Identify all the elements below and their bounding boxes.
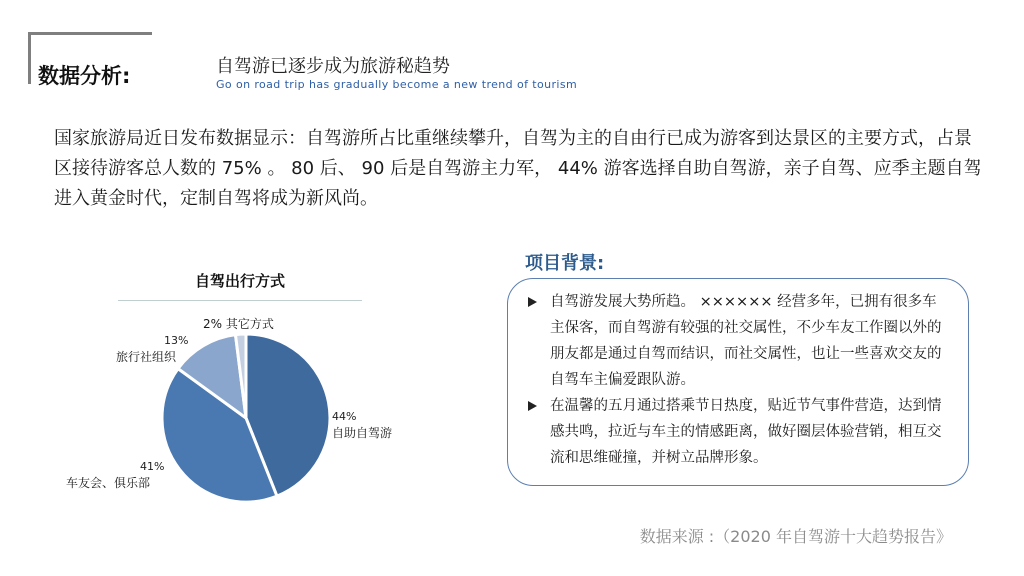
slice-label-self-drive: [332, 408, 392, 442]
background-box: [507, 278, 969, 486]
slice-percent-travel-agency: 13%: [164, 334, 189, 347]
slice-name-self-drive: 自助自驾游: [332, 426, 393, 440]
background-item-text: 在温馨的五月通过搭乘节日热度，贴近节气事件营造，达到情感共鸣，拉近与车主的情感距离，做好圈层体验营销，相互交流和思维碰撞，并树立品牌形象。: [550, 398, 942, 466]
slice-percent-other: 2%: [203, 317, 223, 331]
bullet-arrow-icon: [528, 401, 537, 411]
bullet-arrow-icon: [528, 297, 537, 307]
slice-label-car-club: [66, 458, 164, 492]
background-heading: 项目背景:: [525, 253, 605, 274]
slice-percent-car-club: 41%: [140, 460, 165, 473]
headline-english: Go on road trip has gradually become a new trend of tourism: [216, 78, 578, 91]
data-source-note: 数据来源 :（2020 年自驾游十大趋势报告》: [639, 527, 952, 546]
slice-percent-self-drive: 44%: [332, 410, 357, 423]
chart-title: 自驾出行方式: [194, 272, 285, 290]
intro-paragraph: 国家旅游局近日发布数据显示：自驾游所占比重继续攀升，自驾为主的自由行已成为游客到达景区的主要方式，占景区接待游客总人数的 75% 。 80 后、 90 后是自驾游主力军， 44% 游客选择自助自驾游，亲子自驾、应季主题自驾进入黄金时代，定制自驾将成为新风尚。: [54, 128, 982, 209]
section-label: 数据分析:: [38, 64, 131, 88]
headline-chinese: 自驾游已逐步成为旅游秘趋势: [216, 56, 450, 77]
slice-name-travel-agency: 旅行社组织: [116, 350, 177, 364]
slice-name-car-club: 车友会、俱乐部: [66, 476, 151, 490]
background-item: [528, 289, 944, 393]
background-item: [528, 393, 944, 471]
background-item-text: 自驾游发展大势所趋。 ×××××× 经营多年，已拥有很多车主保客，而自驾游有较强的社交属性，不少车友工作圈以外的朋友都是通过自驾而结识，而社交属性，也让一些喜欢交友的自驾车主偏爱跟队游。: [550, 294, 942, 388]
slice-label-other: [203, 316, 274, 333]
slice-label-travel-agency: [116, 332, 188, 366]
slice-name-other: 其它方式: [225, 317, 274, 331]
